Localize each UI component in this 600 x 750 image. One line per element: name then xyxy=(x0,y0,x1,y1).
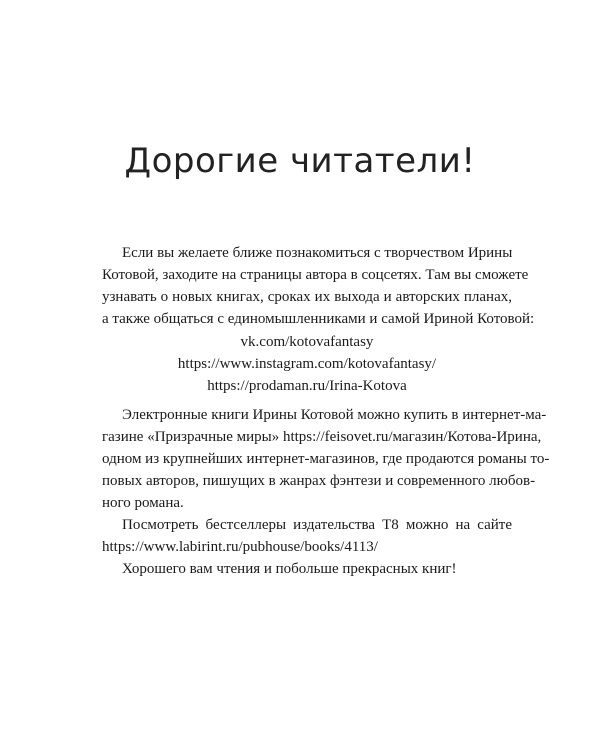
intro-line: Если вы желаете ближе познакомиться с творчеством Ирины xyxy=(122,245,513,261)
ebooks-line: одном из крупнейших интернет-магазинов, где продаются романы то- xyxy=(102,451,550,467)
intro-line: узнавать о новых книгах, сроках их выхода и авторских планах, xyxy=(102,289,512,305)
bestsellers-line: Посмотреть бестселлеры издательства Т8 можно на сайте xyxy=(122,517,512,533)
ebooks-line: Электронные книги Ирины Котовой можно купить в интернет-ма- xyxy=(122,407,547,423)
intro-line: Котовой, заходите на страницы автора в соцсетях. Там вы сможете xyxy=(102,267,529,283)
intro-paragraph xyxy=(102,242,535,330)
social-links xyxy=(102,331,512,397)
closing-line: Хорошего вам чтения и побольше прекрасных книг! xyxy=(122,561,457,577)
bestsellers-link[interactable]: https://www.labirint.ru/pubhouse/books/4113/ xyxy=(102,539,378,555)
vk-link[interactable]: vk.com/kotovafantasy xyxy=(240,334,374,350)
instagram-link[interactable]: https://www.instagram.com/kotovafantasy/ xyxy=(177,356,437,372)
ebooks-line: ного романа. xyxy=(102,495,184,511)
ebooks-line: повых авторов, пишущих в жанрах фэнтези и современного любов- xyxy=(102,473,536,489)
ebooks-section xyxy=(102,404,550,580)
page-title: Дорогие читатели! xyxy=(124,141,476,181)
intro-line: а также общаться с единомышленниками и самой Ириной Котовой: xyxy=(102,311,535,327)
ebooks-line: газине «Призрачные миры» https://feisovet.ru/магазин/Котова-Ирина, xyxy=(102,429,542,445)
prodaman-link[interactable]: https://prodaman.ru/Irina-Kotova xyxy=(207,378,407,394)
